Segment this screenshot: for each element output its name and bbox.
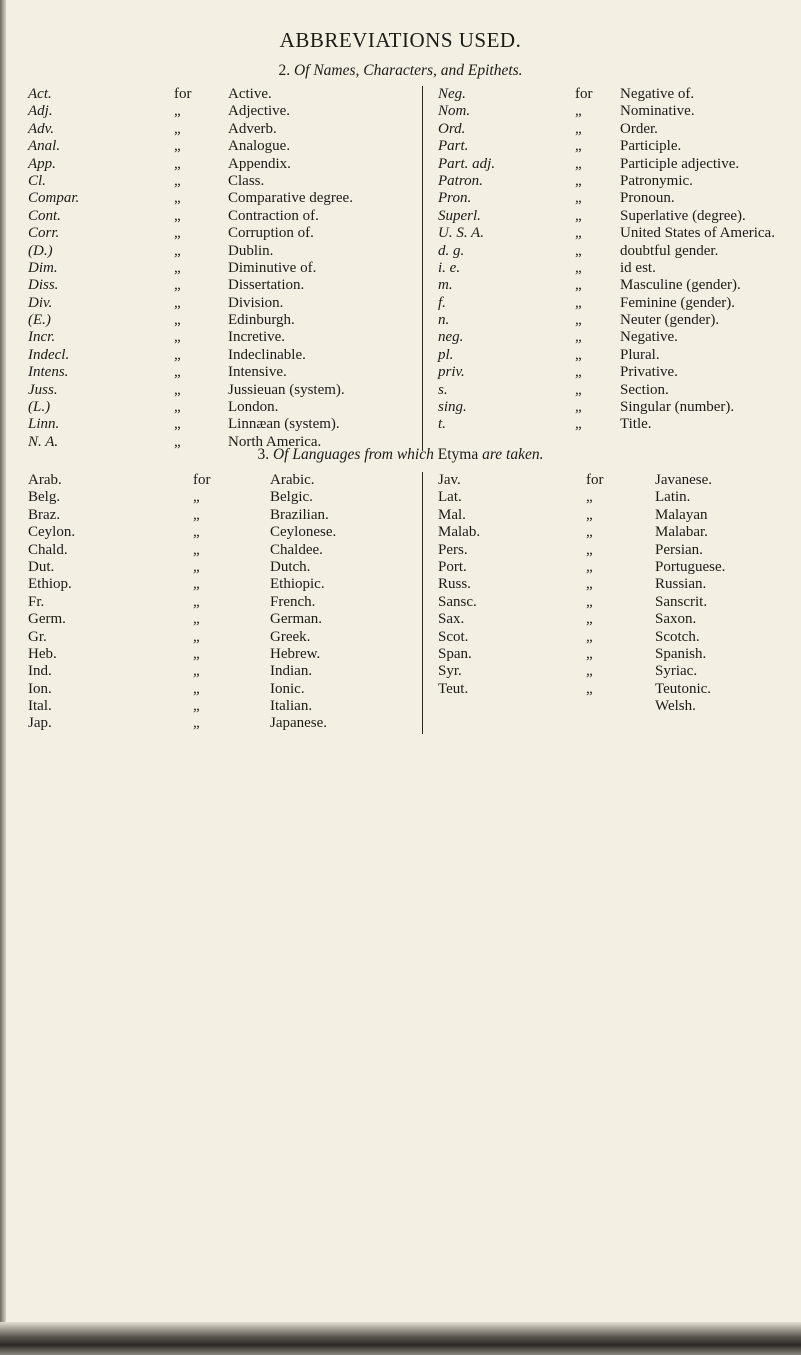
abbreviation-meaning: Masculine (gender).: [620, 277, 741, 294]
abbreviation-term: Ind.: [28, 663, 52, 680]
for-label: for: [575, 86, 593, 102]
abbreviation-term: d. g.: [438, 242, 465, 259]
section-2-number: 2.: [278, 62, 291, 79]
ditto-mark: „: [193, 611, 200, 628]
ditto-mark: „: [193, 680, 200, 697]
abbreviation-meaning: German.: [270, 611, 323, 628]
abbreviation-meaning: Dublin.: [228, 242, 274, 259]
abbreviation-meaning: United States of America.: [620, 225, 775, 242]
abbreviation-meaning: Privative.: [620, 364, 678, 381]
abbreviation-meaning: doubtful gender.: [620, 242, 719, 259]
abbreviation-meaning: Plural.: [620, 346, 660, 363]
ditto-mark: „: [575, 190, 582, 207]
abbreviation-term: i. e.: [438, 259, 461, 276]
abbreviation-term: Compar.: [28, 190, 80, 207]
abbreviation-term: n.: [438, 312, 450, 329]
page-title: ABBREVIATIONS USED.: [279, 28, 522, 52]
abbreviation-term: Gr.: [28, 628, 47, 645]
abbreviation-meaning: Edinburgh.: [228, 312, 295, 329]
page-left-edge: [0, 0, 6, 1355]
abbreviation-term: Pron.: [438, 190, 472, 207]
abbreviation-term: Fr.: [28, 593, 45, 610]
ditto-mark: „: [174, 120, 181, 137]
abbreviation-meaning: Active.: [228, 86, 272, 102]
abbreviation-meaning: Dutch.: [270, 558, 311, 575]
abbreviation-term: Adj.: [28, 103, 53, 120]
abbreviation-term: pl.: [438, 346, 454, 363]
section-3-title: [0, 446, 801, 464]
abbreviation-meaning: London.: [228, 399, 279, 416]
abbreviation-term: Ceylon.: [28, 524, 76, 541]
ditto-mark: „: [586, 663, 593, 680]
abbreviation-meaning: Italian.: [270, 698, 313, 715]
abbreviation-term: t.: [438, 416, 446, 433]
abbreviation-term: Syr.: [438, 663, 462, 680]
ditto-mark: „: [575, 155, 582, 172]
abbreviation-meaning: Malabar.: [655, 524, 708, 541]
ditto-mark: „: [193, 715, 200, 732]
abbreviation-meaning: North America.: [228, 433, 322, 450]
ditto-mark: „: [575, 207, 582, 224]
ditto-mark: „: [193, 628, 200, 645]
abbreviation-meaning: Teutonic.: [655, 680, 712, 697]
abbreviation-meaning: Persian.: [655, 541, 703, 558]
abbreviation-meaning: Ceylonese.: [270, 524, 337, 541]
ditto-mark: „: [586, 628, 593, 645]
ditto-mark: „: [174, 381, 181, 398]
section-3-number: 3.: [257, 446, 270, 463]
abbreviation-term: Arab.: [28, 472, 62, 488]
ditto-mark: „: [575, 103, 582, 120]
abbreviation-term: Juss.: [28, 381, 58, 398]
abbreviation-meaning: Negative.: [620, 329, 678, 346]
abbreviation-term: Teut.: [438, 680, 469, 697]
abbreviation-term: f.: [438, 294, 446, 311]
abbreviation-term: (D.): [28, 242, 53, 259]
abbreviation-meaning: Saxon.: [655, 611, 697, 628]
ditto-mark: „: [193, 558, 200, 575]
for-label: for: [193, 472, 211, 488]
abbreviation-term: Sansc.: [438, 593, 477, 610]
abbreviation-meaning: Latin.: [655, 489, 691, 506]
ditto-mark: „: [575, 277, 582, 294]
abbreviation-meaning: Feminine (gender).: [620, 294, 735, 311]
ditto-mark: „: [174, 399, 181, 416]
ditto-mark: „: [586, 593, 593, 610]
abbreviation-term: Russ.: [438, 576, 471, 593]
abbreviation-meaning: Appendix.: [228, 155, 291, 172]
abbreviation-term: Part. adj.: [438, 155, 496, 172]
abbreviation-meaning: French.: [270, 593, 316, 610]
ditto-mark: „: [174, 259, 181, 276]
ditto-mark: „: [575, 259, 582, 276]
abbreviation-term: Div.: [28, 294, 53, 311]
abbreviation-term: neg.: [438, 329, 464, 346]
abbreviation-term: Patron.: [438, 172, 483, 189]
ditto-mark: „: [586, 524, 593, 541]
abbreviation-meaning: Participle.: [620, 138, 682, 155]
abbreviation-term: sing.: [438, 399, 467, 416]
section-3-heading-start: Of Languages from which: [272, 446, 434, 463]
abbreviation-term: (L.): [28, 399, 51, 416]
abbreviation-term: Pers.: [438, 541, 468, 558]
abbreviation-meaning: Belgic.: [270, 489, 313, 506]
abbreviation-meaning: Pronoun.: [620, 190, 675, 207]
ditto-mark: „: [586, 645, 593, 662]
abbreviation-meaning: Sanscrit.: [655, 593, 708, 610]
abbreviation-term: (E.): [28, 312, 51, 329]
abbreviation-meaning: Diminutive of.: [228, 259, 317, 276]
abbreviation-term: Corr.: [28, 225, 60, 242]
section-3-heading-end: are taken.: [482, 446, 544, 463]
abbreviation-term: Neg.: [438, 86, 466, 102]
abbreviation-term: Superl.: [438, 207, 481, 224]
ditto-mark: „: [174, 172, 181, 189]
ditto-mark: [586, 698, 604, 715]
page-bottom-edge: [0, 1322, 801, 1355]
abbreviation-term: Braz.: [28, 506, 61, 523]
abbreviation-term: Mal.: [438, 506, 466, 523]
abbreviation-term: Part.: [438, 138, 469, 155]
abbreviation-term: Linn.: [28, 416, 60, 433]
abbreviation-meaning: Corruption of.: [228, 225, 314, 242]
ditto-mark: „: [174, 294, 181, 311]
ditto-mark: „: [575, 416, 582, 433]
section-2-right-meanings: [620, 86, 775, 434]
ditto-mark: „: [193, 524, 200, 541]
abbreviation-meaning: Arabic.: [270, 472, 315, 488]
ditto-mark: „: [174, 190, 181, 207]
section-3-right-for-column: [586, 472, 604, 715]
abbreviation-meaning: Ethiopic.: [270, 576, 325, 593]
abbreviation-term: Ion.: [28, 680, 52, 697]
abbreviation-meaning: Singular (number).: [620, 399, 735, 416]
ditto-mark: „: [174, 433, 181, 450]
ditto-mark: „: [586, 541, 593, 558]
for-label: for: [586, 472, 604, 488]
abbreviation-term: Malab.: [438, 524, 481, 541]
section-3-right-meanings: [655, 472, 725, 715]
ditto-mark: „: [174, 329, 181, 346]
abbreviation-term: Ital.: [28, 698, 52, 715]
abbreviation-meaning: Contraction of.: [228, 207, 319, 224]
abbreviation-meaning: Neuter (gender).: [620, 312, 720, 329]
ditto-mark: „: [193, 541, 200, 558]
section-2-right-for-column: [575, 86, 593, 434]
ditto-mark: „: [174, 346, 181, 363]
ditto-mark: „: [174, 207, 181, 224]
abbreviation-meaning: Adjective.: [228, 103, 291, 120]
abbreviation-term: App.: [28, 155, 56, 172]
ditto-mark: „: [575, 172, 582, 189]
abbreviation-meaning: Nominative.: [620, 103, 695, 120]
abbreviation-meaning: Section.: [620, 381, 669, 398]
section-2-title: [0, 62, 801, 80]
ditto-mark: „: [575, 364, 582, 381]
ditto-mark: „: [174, 155, 181, 172]
abbreviation-meaning: Chaldee.: [270, 541, 323, 558]
abbreviation-term: Ord.: [438, 120, 466, 137]
ditto-mark: „: [174, 225, 181, 242]
ditto-mark: „: [575, 120, 582, 137]
abbreviation-term: Scot.: [438, 628, 469, 645]
ditto-mark: „: [174, 277, 181, 294]
abbreviation-meaning: Welsh.: [655, 698, 696, 715]
ditto-mark: „: [174, 103, 181, 120]
abbreviation-term: Sax.: [438, 611, 465, 628]
abbreviation-term: Chald.: [28, 541, 68, 558]
abbreviation-term: Cont.: [28, 207, 61, 224]
abbreviation-meaning: Portuguese.: [655, 558, 726, 575]
abbreviation-term: Lat.: [438, 489, 462, 506]
ditto-mark: „: [575, 329, 582, 346]
ditto-mark: „: [575, 399, 582, 416]
abbreviation-term: Anal.: [28, 138, 61, 155]
section-3-left-abbreviations: [28, 472, 75, 733]
section-3-divider: [422, 472, 423, 734]
abbreviation-meaning: Indian.: [270, 663, 313, 680]
abbreviation-term: N. A.: [28, 433, 59, 450]
section-3-left-meanings: [270, 472, 336, 733]
ditto-mark: „: [586, 576, 593, 593]
ditto-mark: „: [575, 242, 582, 259]
abbreviation-meaning: Spanish.: [655, 645, 707, 662]
abbreviation-term: Jap.: [28, 715, 52, 732]
for-label: for: [174, 86, 192, 102]
ditto-mark: „: [575, 138, 582, 155]
abbreviation-meaning: Russian.: [655, 576, 707, 593]
abbreviation-term: Adv.: [28, 120, 54, 137]
abbreviation-term: Ethiop.: [28, 576, 72, 593]
abbreviation-meaning: Adverb.: [228, 120, 277, 137]
abbreviation-term: Act.: [28, 86, 52, 102]
abbreviation-meaning: Hebrew.: [270, 645, 321, 662]
abbreviation-term: Heb.: [28, 645, 57, 662]
abbreviation-term: Dim.: [28, 259, 58, 276]
abbreviation-term: Belg.: [28, 489, 61, 506]
abbreviation-term: Cl.: [28, 172, 46, 189]
section-3-left-for-column: [193, 472, 211, 733]
abbreviation-term: Germ.: [28, 611, 66, 628]
abbreviation-term: priv.: [438, 364, 465, 381]
ditto-mark: „: [575, 346, 582, 363]
abbreviation-meaning: Malayan: [655, 506, 708, 523]
abbreviation-term: Span.: [438, 645, 472, 662]
section-2-divider: [422, 86, 423, 451]
abbreviation-term: s.: [438, 381, 448, 398]
abbreviation-meaning: Jussieuan (system).: [228, 381, 345, 398]
ditto-mark: „: [586, 680, 593, 697]
section-2-left-for-column: [174, 86, 192, 451]
abbreviation-meaning: Negative of.: [620, 86, 695, 102]
ditto-mark: „: [586, 611, 593, 628]
abbreviation-meaning: Linnæan (system).: [228, 416, 340, 433]
ditto-mark: „: [575, 312, 582, 329]
abbreviation-meaning: Class.: [228, 172, 265, 189]
abbreviation-meaning: Greek.: [270, 628, 311, 645]
ditto-mark: „: [193, 506, 200, 523]
abbreviation-meaning: Order.: [620, 120, 658, 137]
ditto-mark: „: [586, 558, 593, 575]
abbreviation-meaning: Dissertation.: [228, 277, 305, 294]
ditto-mark: „: [174, 312, 181, 329]
section-2-left-meanings: [228, 86, 353, 451]
abbreviation-meaning: Comparative degree.: [228, 190, 353, 207]
abbreviation-term: Incr.: [28, 329, 56, 346]
ditto-mark: „: [193, 663, 200, 680]
abbreviation-meaning: Division.: [228, 294, 284, 311]
abbreviation-meaning: id est.: [620, 259, 656, 276]
abbreviation-term: Dut.: [28, 558, 55, 575]
abbreviation-meaning: Intensive.: [228, 364, 287, 381]
ditto-mark: „: [586, 506, 593, 523]
abbreviation-meaning: Indeclinable.: [228, 346, 306, 363]
abbreviation-meaning: Superlative (degree).: [620, 207, 746, 224]
abbreviation-meaning: Japanese.: [270, 715, 328, 732]
abbreviation-meaning: Javanese.: [655, 472, 713, 488]
ditto-mark: „: [174, 242, 181, 259]
ditto-mark: „: [174, 416, 181, 433]
section-3-right-abbreviations: [438, 472, 480, 715]
section-2-heading: Of Names, Characters, and Epithets.: [293, 62, 523, 79]
ditto-mark: „: [174, 138, 181, 155]
abbreviation-meaning: Scotch.: [655, 628, 700, 645]
ditto-mark: „: [193, 698, 200, 715]
abbreviation-meaning: Patronymic.: [620, 172, 693, 189]
abbreviation-meaning: Brazilian.: [270, 506, 329, 523]
abbreviation-term: m.: [438, 277, 453, 294]
abbreviation-term: Nom.: [438, 103, 471, 120]
abbreviation-term: Indecl.: [28, 346, 70, 363]
abbreviation-term: [438, 698, 480, 715]
abbreviation-meaning: Ionic.: [270, 680, 305, 697]
abbreviation-term: Port.: [438, 558, 467, 575]
ditto-mark: „: [575, 381, 582, 398]
section-3-heading-word: Etyma: [437, 446, 479, 463]
ditto-mark: „: [193, 593, 200, 610]
abbreviation-term: U. S. A.: [438, 225, 484, 242]
abbreviation-term: Diss.: [28, 277, 59, 294]
ditto-mark: „: [174, 364, 181, 381]
abbreviation-term: Intens.: [28, 364, 69, 381]
ditto-mark: „: [193, 645, 200, 662]
ditto-mark: „: [586, 489, 593, 506]
abbreviation-meaning: Incretive.: [228, 329, 286, 346]
abbreviation-meaning: Analogue.: [228, 138, 291, 155]
ditto-mark: „: [193, 489, 200, 506]
section-2-right-abbreviations: [438, 86, 495, 434]
ditto-mark: „: [575, 225, 582, 242]
abbreviation-meaning: Title.: [620, 416, 652, 433]
section-2-left-abbreviations: [28, 86, 79, 451]
ditto-mark: „: [193, 576, 200, 593]
abbreviation-term: Jav.: [438, 472, 461, 488]
ditto-mark: „: [575, 294, 582, 311]
abbreviation-meaning: Syriac.: [655, 663, 698, 680]
abbreviation-meaning: Participle adjective.: [620, 155, 740, 172]
